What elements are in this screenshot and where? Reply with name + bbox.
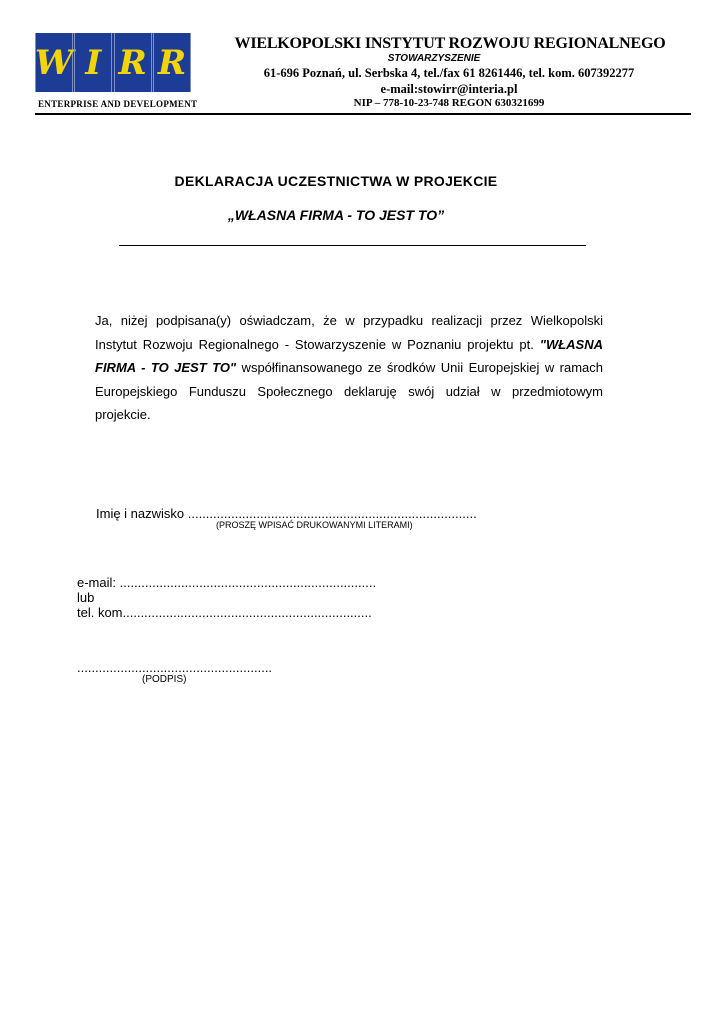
logo-letter: W <box>35 33 73 92</box>
title-divider <box>119 245 586 246</box>
document-title: DEKLARACJA UCZESTNICTWA W PROJEKCIE <box>174 173 498 189</box>
organization-address: 61-696 Poznań, ul. Serbska 4, tel./fax 61 8261446, tel. kom. 607392277 <box>263 66 635 80</box>
organization-name: WIELKOPOLSKI INSTYTUT ROZWOJU REGIONALNEGO <box>234 35 666 52</box>
signature-field[interactable]: ...................................................... <box>77 660 273 675</box>
declaration-project-name: "WŁASNA FIRMA - TO JEST TO" <box>95 336 603 375</box>
or-label: lub <box>77 590 95 605</box>
organization-registry: NIP – 778-10-23-748 REGON 630321699 <box>353 97 545 109</box>
organization-email: e-mail:stowirr@interia.pl <box>380 82 518 96</box>
logo-letter: R <box>153 33 191 92</box>
logo-letter: R <box>114 33 152 92</box>
header-divider <box>35 113 691 115</box>
email-field[interactable]: e-mail: ....................................................................... <box>77 575 377 590</box>
name-field[interactable]: Imię i nazwisko ................................................................................ <box>96 506 477 521</box>
organization-type: STOWARZYSZENIE <box>387 53 481 64</box>
name-field-hint: (PROSZĘ WPISAĆ DRUKOWANYMI LITERAMI) <box>216 520 413 530</box>
project-name: „WŁASNA FIRMA - TO JEST TO” <box>227 207 445 223</box>
logo-letter: I <box>74 33 112 92</box>
phone-field[interactable]: tel. kom..................................................................... <box>77 605 372 620</box>
wirr-logo <box>35 33 191 92</box>
logo-tagline: ENTERPRISE AND DEVELOPMENT <box>38 99 198 109</box>
declaration-text <box>95 309 603 427</box>
declaration-outro: współfinansowanego ze środków Unii Europejskiej w ramach Europejskiego Funduszu Społecznego deklaruję swój udział w przedmiotowym projekcie. <box>95 360 604 422</box>
signature-label: (PODPIS) <box>142 674 187 685</box>
declaration-intro: Ja, niżej podpisana(y) oświadczam, że w przypadku realizacji przez Wielkopolski Instytut Rozwoju Regionalnego - Stowarzyszenie w Poznaniu projektu pt. <box>95 313 603 352</box>
